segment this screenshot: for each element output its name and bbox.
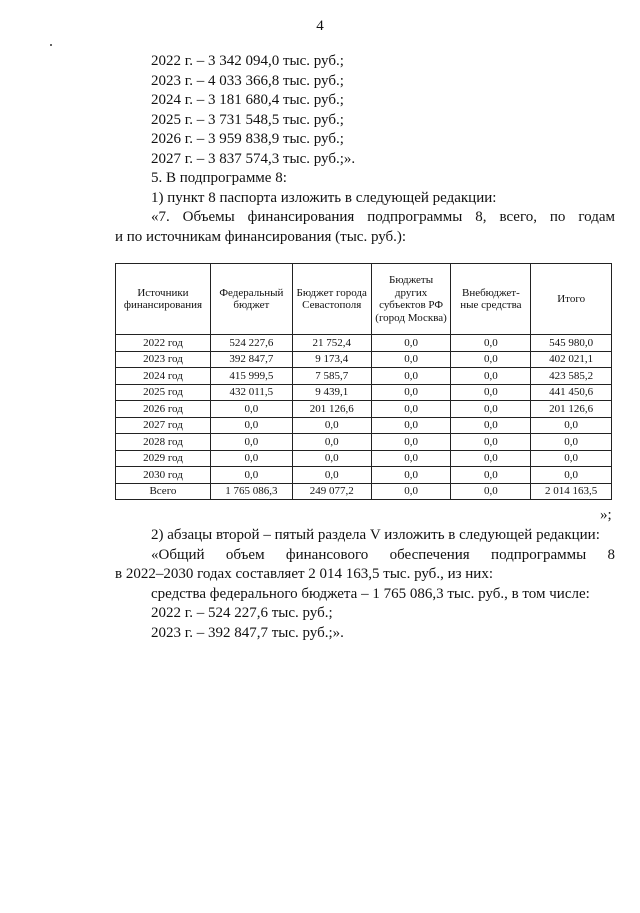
quote-line-2: и по источникам финансирования (тыс. руб.): xyxy=(115,228,407,245)
header-total: Итого xyxy=(531,264,612,335)
table-cell: 0,0 xyxy=(371,351,451,368)
item-1-heading: 1) пункт 8 паспорта изложить в следующей редакции: xyxy=(151,189,497,206)
table-row xyxy=(116,467,612,484)
table-row xyxy=(116,417,612,434)
table-cell: 7 585,7 xyxy=(292,368,371,385)
table-cell: Всего xyxy=(116,483,211,500)
table-cell: 0,0 xyxy=(210,467,292,484)
table-cell: 432 011,5 xyxy=(210,384,292,401)
table-cell: 0,0 xyxy=(371,335,451,352)
table-cell: 0,0 xyxy=(371,467,451,484)
table-cell: 1 765 086,3 xyxy=(210,483,292,500)
table-cell: 9 173,4 xyxy=(292,351,371,368)
table-cell: 0,0 xyxy=(451,401,531,418)
top-text-block xyxy=(115,52,615,247)
federal-2023-line: 2023 г. – 392 847,7 тыс. руб.;». xyxy=(151,624,344,641)
table-row xyxy=(116,401,612,418)
table-cell: 0,0 xyxy=(371,401,451,418)
amount-line-2025: 2025 г. – 3 731 548,5 тыс. руб.; xyxy=(151,111,344,128)
table-header-row xyxy=(116,264,612,335)
table-cell: 0,0 xyxy=(531,434,612,451)
amount-line-2023: 2023 г. – 4 033 366,8 тыс. руб.; xyxy=(151,72,344,89)
federal-funds-line: средства федерального бюджета – 1 765 086,3 тыс. руб., в том числе: xyxy=(151,585,590,602)
table-cell: 0,0 xyxy=(292,467,371,484)
table-cell: 0,0 xyxy=(451,417,531,434)
table-cell: 0,0 xyxy=(371,450,451,467)
table-cell: 2 014 163,5 xyxy=(531,483,612,500)
table-cell: 201 126,6 xyxy=(531,401,612,418)
table-cell: 2023 год xyxy=(116,351,211,368)
table-cell: 402 021,1 xyxy=(531,351,612,368)
table-cell: 0,0 xyxy=(292,434,371,451)
table-cell: 0,0 xyxy=(210,450,292,467)
table-cell: 249 077,2 xyxy=(292,483,371,500)
table-cell: 2026 год xyxy=(116,401,211,418)
closing-quote-mark: »; xyxy=(600,507,612,523)
table-cell: 2029 год xyxy=(116,450,211,467)
table-cell: 0,0 xyxy=(371,483,451,500)
table-cell: 0,0 xyxy=(210,401,292,418)
table-cell: 0,0 xyxy=(531,450,612,467)
federal-2022-line: 2022 г. – 524 227,6 тыс. руб.; xyxy=(151,605,333,621)
table-cell: 0,0 xyxy=(451,384,531,401)
amount-line-2026: 2026 г. – 3 959 838,9 тыс. руб.; xyxy=(151,131,344,147)
table-row xyxy=(116,368,612,385)
table-cell: 0,0 xyxy=(451,450,531,467)
financing-table xyxy=(115,263,612,500)
page-number: 4 xyxy=(316,18,324,34)
amount-line-2022: 2022 г. – 3 342 094,0 тыс. руб.; xyxy=(151,53,344,69)
table-row xyxy=(116,450,612,467)
quote-line-1: «7. Объемы финансирования подпрограммы 8, всего, по годам xyxy=(151,209,615,225)
table-cell: 441 450,6 xyxy=(531,384,612,401)
bottom-text-block xyxy=(115,526,615,643)
table-cell: 0,0 xyxy=(451,483,531,500)
table-cell: 0,0 xyxy=(371,434,451,451)
header-city: Бюджет города Севастополя xyxy=(292,264,371,335)
table-cell: 0,0 xyxy=(451,434,531,451)
table-cell: 9 439,1 xyxy=(292,384,371,401)
table-cell: 2027 год xyxy=(116,417,211,434)
table-cell: 0,0 xyxy=(531,417,612,434)
table-cell: 0,0 xyxy=(292,450,371,467)
table-cell: 524 227,6 xyxy=(210,335,292,352)
table-cell: 2028 год xyxy=(116,434,211,451)
table-cell: 0,0 xyxy=(451,335,531,352)
header-sources: Источники финансирования xyxy=(116,264,211,335)
table-cell: 415 999,5 xyxy=(210,368,292,385)
header-extrabudget: Внебюджет-ные средства xyxy=(451,264,531,335)
table-row xyxy=(116,335,612,352)
header-other-regions: Бюджеты других субъектов РФ (город Москва) xyxy=(371,264,451,335)
table-cell: 0,0 xyxy=(371,384,451,401)
table-row xyxy=(116,434,612,451)
table-cell: 0,0 xyxy=(451,467,531,484)
table-cell: 2025 год xyxy=(116,384,211,401)
subprogram-heading: 5. В подпрограмме 8: xyxy=(151,170,287,186)
table-cell: 0,0 xyxy=(451,351,531,368)
table-cell: 2022 год xyxy=(116,335,211,352)
header-federal: Федеральный бюджет xyxy=(210,264,292,335)
item-2-heading: 2) абзацы второй – пятый раздела V изложить в следующей редакции: xyxy=(151,527,600,543)
scan-speck xyxy=(50,44,52,46)
total-financing-line: «Общий объем финансового обеспечения подпрограммы 8 xyxy=(151,546,615,563)
table-cell: 21 752,4 xyxy=(292,335,371,352)
table-cell: 2030 год xyxy=(116,467,211,484)
table-cell: 0,0 xyxy=(210,417,292,434)
table-total-row xyxy=(116,483,612,500)
table-cell: 2024 год xyxy=(116,368,211,385)
table-row xyxy=(116,351,612,368)
table-cell: 545 980,0 xyxy=(531,335,612,352)
table-cell: 0,0 xyxy=(292,417,371,434)
table-cell: 201 126,6 xyxy=(292,401,371,418)
table-cell: 423 585,2 xyxy=(531,368,612,385)
table-cell: 0,0 xyxy=(451,368,531,385)
amount-line-2024: 2024 г. – 3 181 680,4 тыс. руб.; xyxy=(151,92,344,108)
table-row xyxy=(116,384,612,401)
table-cell: 392 847,7 xyxy=(210,351,292,368)
table-cell: 0,0 xyxy=(210,434,292,451)
table-cell: 0,0 xyxy=(371,368,451,385)
table-cell: 0,0 xyxy=(531,467,612,484)
table-cell: 0,0 xyxy=(371,417,451,434)
amount-line-2027: 2027 г. – 3 837 574,3 тыс. руб.;». xyxy=(151,150,356,167)
total-financing-line-cont: в 2022–2030 годах составляет 2 014 163,5 тыс. руб., из них: xyxy=(115,566,493,582)
